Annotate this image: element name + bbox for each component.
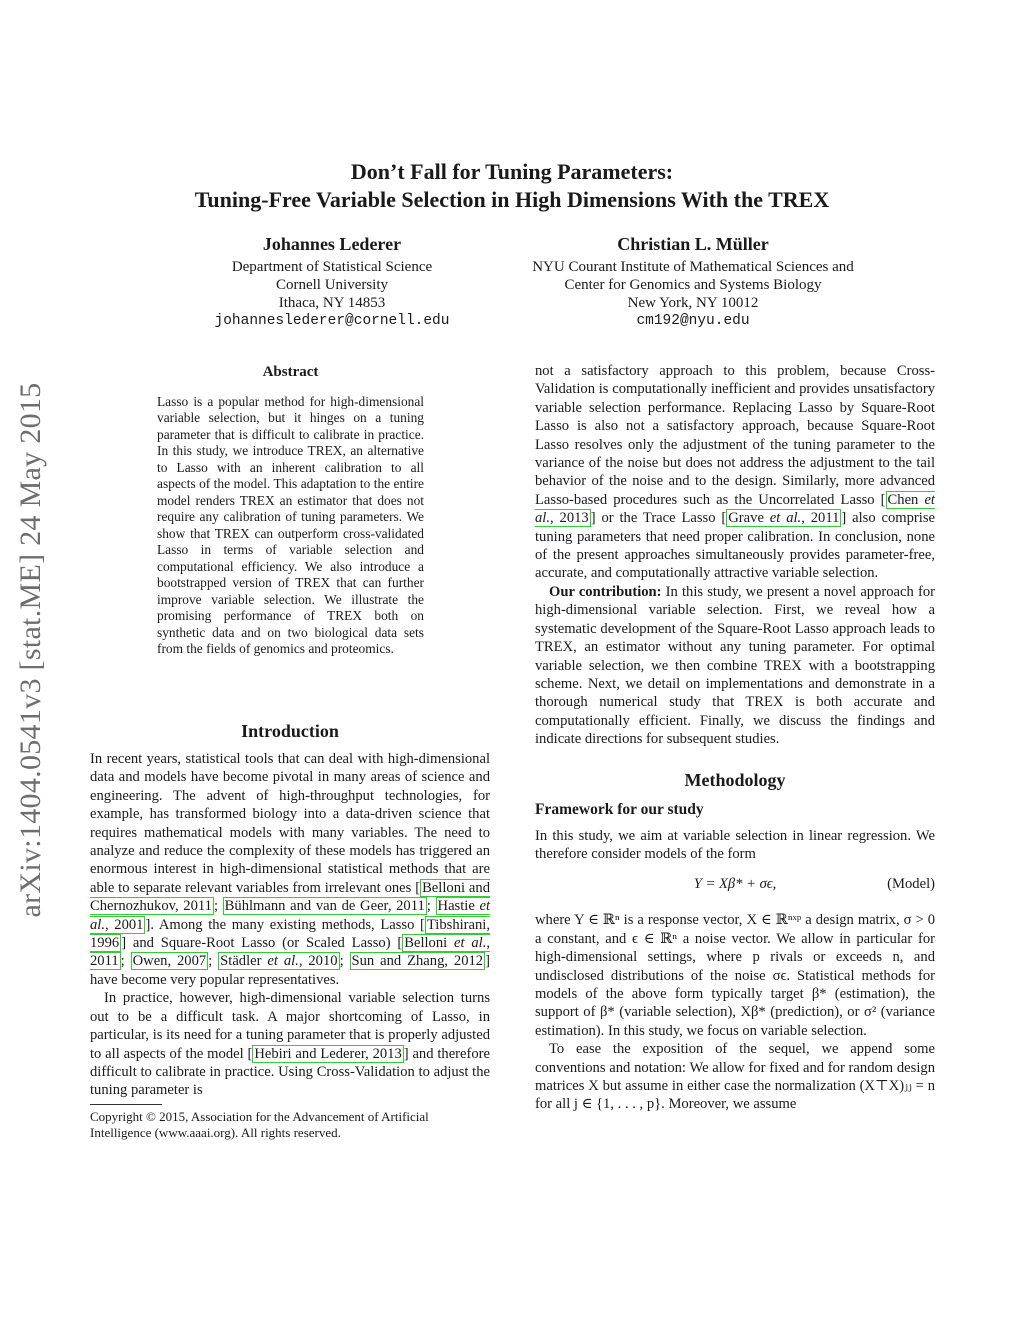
footnote-divider xyxy=(90,1104,162,1105)
contribution-label: Our contribution: xyxy=(549,583,662,600)
citation-link[interactable]: Sun and Zhang, 2012 xyxy=(351,953,484,970)
abstract xyxy=(157,364,424,658)
equation-label: (Model) xyxy=(887,876,935,893)
author-affiliation: Center for Genomics and Systems Biology xyxy=(564,277,822,293)
author-block-2 xyxy=(500,232,886,330)
citation-link[interactable]: Hebiri and Lederer, 2013 xyxy=(254,1045,402,1062)
section-heading-methodology: Methodology xyxy=(684,769,786,790)
author-name: Christian L. Müller xyxy=(617,234,769,254)
framework-paragraph: In this study, we aim at variable selection in linear regression. We therefore consider models of the form xyxy=(535,827,935,862)
copyright-footnote: Copyright © 2015, Association for the Advancement of Artificial Intelligence (www.aaai.org). All rights reserved. xyxy=(90,1108,429,1141)
intro-paragraph-2: In practice, however, high-dimensional variable selection turns out to be a difficult task. A major shortcoming of Lasso, in particular, is its need for a tuning parameter that is properly adjusted to all aspects of the model [ Hebiri and Lederer, 2013 ] and therefore difficult to calibrate in practice. Using Cross-Validation to adjust the tuning parameter is xyxy=(90,990,490,1099)
author-affiliation: New York, NY 10012 xyxy=(627,295,759,311)
citation-link[interactable]: Grave et al., 2011 xyxy=(728,510,840,527)
author-email: johanneslederer@cornell.edu xyxy=(214,313,450,329)
author-block-1 xyxy=(180,232,484,330)
citation-link[interactable]: Owen, 2007 xyxy=(132,953,207,970)
left-column xyxy=(90,718,490,1142)
title-line-2: Tuning-Free Variable Selection in High Dimensions With the TREX xyxy=(194,187,830,212)
author-affiliation: NYU Courant Institute of Mathematical Sciences and xyxy=(532,259,854,275)
abstract-heading: Abstract xyxy=(262,364,319,380)
citation-link[interactable]: Chen et al., 2013 xyxy=(535,491,935,527)
model-equation xyxy=(535,875,935,899)
right-column xyxy=(535,362,935,1114)
equation-expression: Y = Xβ* + σϵ, xyxy=(693,876,777,893)
citation-link[interactable]: Tibshirani, 1996 xyxy=(90,916,491,952)
contribution-paragraph: Our contribution: In this study, we present a novel approach for high-dimensional variable selection. First, we reveal how a systematic development of the Square-Root Lasso approach leads to TREX, an estimator without any tuning parameter. For optimal variable selection, we then combine TREX with a bootstrapping scheme. Next, we detail on implementations and demonstrate in a thorough numerical study that TREX is both accurate and computationally efficient. Finally, we discuss the findings and indicate directions for subsequent studies. xyxy=(535,583,935,748)
author-name: Johannes Lederer xyxy=(262,234,402,254)
citation-link[interactable]: Städler et al., 2010 xyxy=(220,953,338,970)
citation-link[interactable]: Hastie et al., 2001 xyxy=(90,898,491,933)
author-affiliation: Cornell University xyxy=(275,277,389,293)
right-paragraph-1: not a satisfactory approach to this problem, because Cross-Validation is computationally inefficient and provides unsatisfactory variable selection performance. Replacing Lasso by Square-Root Lasso is also not a satisfactory approach, because Square-Root Lasso resolves only the adjustment of the tuning parameter to the variance of the noise but does not address the adjustment to the tail behavior of the noise and to the design. Similarly, more advanced Lasso-based procedures such as the Uncorrelated Lasso [ Chen et al., 2013 ] or the Trace Lasso [ Grave et al., 2011 ] also comprise tuning parameters that need proper calibration. In conclusion, none of the present approaches simultaneously provides parameter-free, accurate, and computationally attractive variable selection. xyxy=(535,363,935,582)
author-email: cm192@nyu.edu xyxy=(636,313,750,329)
arxiv-identifier: arXiv:1404.0541v3 [stat.ME] 24 May 2015 xyxy=(14,382,47,918)
conventions-paragraph: To ease the exposition of the sequel, we append some conventions and notation: We allow for fixed and for random design matrices X but assume in either case the normalization (X⊤X)ⱼⱼ = n for all j ∈ {1, . . . , p}. Moreover, we assume xyxy=(535,1041,935,1113)
section-heading-introduction: Introduction xyxy=(241,721,339,741)
model-description-paragraph: where Y ∈ ℝⁿ is a response vector, X ∈ ℝⁿˣᵖ a design matrix, σ > 0 a constant, and ϵ ∈ ℝⁿ a noise vector. We allow in particular for high-dimensional settings, where p rivals or exceeds n, and undisclosed distributions of the noise σϵ. Statistical methods for models of the above form typically target β* (estimation), the support of β* (variable selection), Xβ* (prediction), or σ² (variance estimation). In this study, we focus on variable selection. xyxy=(535,912,935,1039)
intro-paragraph-1: In recent years, statistical tools that can deal with high-dimensional data and models have become pivotal in many areas of science and engineering. The advent of high-throughput technologies, for example, has transformed biology into a data-driven science that requires mathematical models with many variables. The need to analyze and reduce the complexity of these models has triggered an enormous interest in high-dimensional statistical methods that are able to separate relevant variables from irrelevant ones [ Belloni and Chernozhukov, 2011 ; Bühlmann and van de Geer, 2011 ; Hastie et al., 2001 ]. Among the many existing methods, Lasso [ Tibshirani, 1996 ] and Square-Root Lasso (or Scaled Lasso) [ Belloni et al., 2011 ; Owen, 2007 ; Städler et al., 2010 ; Sun and Zhang, 2012 ] have become very popular representatives. xyxy=(90,751,491,988)
citation-link[interactable]: Belloni and Chernozhukov, 2011 xyxy=(90,879,490,915)
paper-title xyxy=(90,158,934,214)
arxiv-side-stamp xyxy=(6,340,56,960)
author-affiliation: Ithaca, NY 14853 xyxy=(278,295,386,311)
subsection-heading-framework: Framework for our study xyxy=(535,800,704,818)
author-affiliation: Department of Statistical Science xyxy=(231,259,433,275)
title-line-1: Don’t Fall for Tuning Parameters: xyxy=(350,159,674,184)
citation-link[interactable]: Bühlmann and van de Geer, 2011 xyxy=(224,898,425,915)
abstract-text: Lasso is a popular method for high-dimensional variable selection, but it hinges on a tuning parameter that is difficult to calibrate in practice. In this study, we introduce TREX, an alternative to Lasso with an inherent calibration to all aspects of the model. This adaptation to the entire model renders TREX an estimator that does not require any calibration of tuning parameters. We show that TREX can outperform cross-validated Lasso in terms of variable selection and computational efficiency. We also introduce a bootstrapped version of TREX that can further improve variable selection. We illustrate the promising performance of TREX both on synthetic data and on two biological data sets from the fields of genomics and proteomics. xyxy=(157,393,424,656)
citation-link[interactable]: Belloni et al., 2011 xyxy=(90,935,491,970)
